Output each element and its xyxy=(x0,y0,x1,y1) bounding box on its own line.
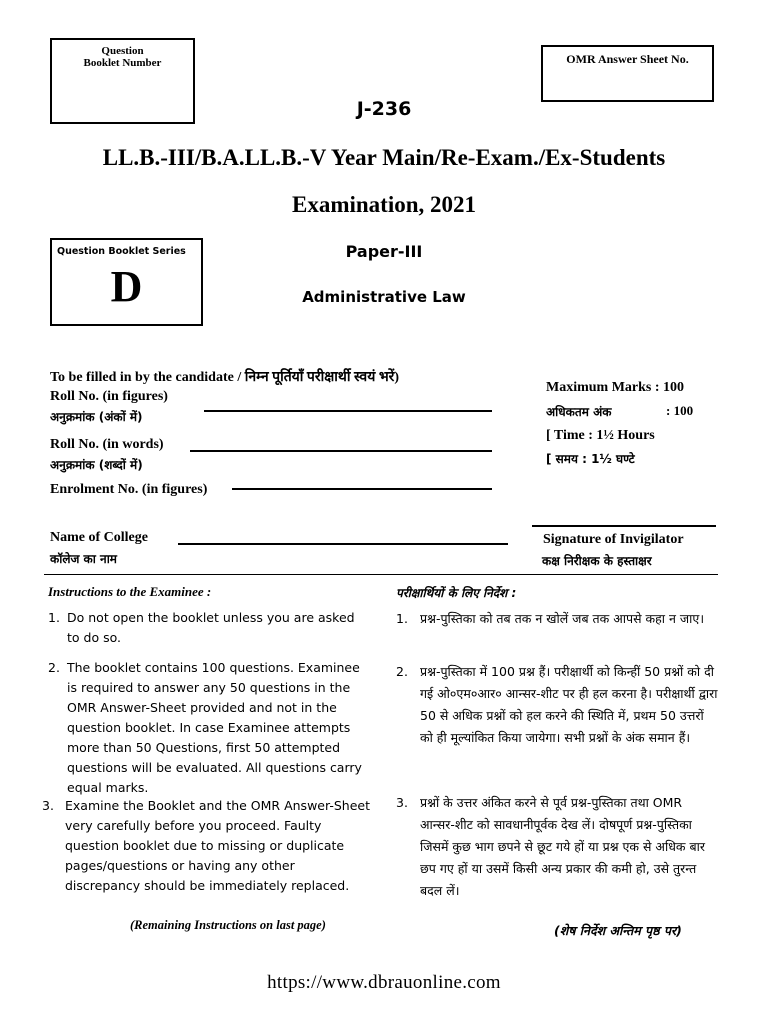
instruction-item-hi-3 xyxy=(396,792,718,902)
instruction-text: Examine the Booklet and the OMR Answer-Sheet very carefully before you proceed. Faulty question booklet due to missing or duplicate pages/questions or having any other discrepancy should be immediately replaced. xyxy=(65,798,370,893)
college-field[interactable] xyxy=(178,543,508,545)
instructions-heading-en: Instructions to the Examinee : xyxy=(48,584,212,599)
instruction-text: Do not open the booklet unless you are asked to do so. xyxy=(67,610,355,645)
exam-title: LL.B.-III/B.A.LL.B.-V Year Main/Re-Exam./Ex-Students xyxy=(102,145,666,170)
instruction-item-en-2 xyxy=(48,658,370,798)
instruction-text: प्रश्न-पुस्तिका को तब तक न खोलें जब तक आपसे कहा न जाए। xyxy=(420,611,705,626)
roll-figures-label: Roll No. (in figures) xyxy=(50,389,168,404)
instruction-number: 2. xyxy=(48,660,60,675)
roll-words-field[interactable] xyxy=(190,450,492,452)
roll-figures-label-hi: अनुक्रमांक (अंकों में) xyxy=(50,410,143,424)
enrolment-label: Enrolment No. (in figures) xyxy=(50,482,208,497)
instruction-item-en-1 xyxy=(48,608,370,648)
section-divider xyxy=(44,574,718,575)
maximum-marks-hi-value: : 100 xyxy=(666,403,694,418)
instruction-item-en-3 xyxy=(42,796,370,896)
paper-code: J-236 xyxy=(356,98,412,120)
instruction-item-hi-1 xyxy=(396,608,718,630)
instructions-heading-hi: परीक्षार्थियों के लिए निर्देश : xyxy=(396,586,517,600)
omr-answer-sheet-box xyxy=(541,45,714,102)
time-limit-hi: [ समय : 1½ घण्टे xyxy=(546,452,635,466)
candidate-intro: To be filled in by the candidate / निम्न पूर्तियाँ परीक्षार्थी स्वयं भरें) xyxy=(50,370,400,385)
omr-answer-sheet-label: OMR Answer Sheet No. xyxy=(566,52,689,66)
maximum-marks: Maximum Marks : 100 xyxy=(546,380,685,395)
time-limit: [ Time : 1½ Hours xyxy=(546,428,655,443)
instruction-number: 2. xyxy=(396,664,408,679)
maximum-marks-hi-label: अधिकतम अंक xyxy=(546,405,612,419)
enrolment-field[interactable] xyxy=(232,488,492,490)
footer-url: https://www.dbrauonline.com xyxy=(267,972,501,993)
instruction-number: 3. xyxy=(42,798,54,813)
series-label: Question Booklet Series xyxy=(57,246,186,257)
roll-figures-field[interactable] xyxy=(204,410,492,412)
invigilator-label: Signature of Invigilator xyxy=(543,532,684,547)
series-letter: D xyxy=(110,262,143,311)
invigilator-signature-line[interactable] xyxy=(532,525,716,527)
subject-name: Administrative Law xyxy=(302,288,466,306)
paper-number: Paper-III xyxy=(345,242,423,261)
remaining-instructions-note-en: (Remaining Instructions on last page) xyxy=(130,918,326,932)
question-booklet-number-label: Question Booklet Number xyxy=(83,45,162,69)
instruction-text: प्रश्नों के उत्तर अंकित करने से पूर्व प्रश्न-पुस्तिका तथा OMR आन्सर-शीट को सावधानीपूर्वक देख लें। दोषपूर्ण प्रश्न-पुस्तिका जिसमें कुछ भाग छपने से छूट गये हों या प्रश्न एक से अधिक बार छप गए हों या उसमें किसी अन्य प्रकार की कमी हो, उसे तुरन्त बदल लें। xyxy=(420,795,705,898)
college-label-hi: कॉलेज का नाम xyxy=(50,552,117,566)
instruction-item-hi-2 xyxy=(396,661,718,749)
instruction-text: The booklet contains 100 questions. Examinee is required to answer any 50 questions in the OMR Answer-Sheet provided and not in the question booklet. In case Examinee attempts more than 50 Questions, first 50 attempted questions will be evaluated. All questions carry equal marks. xyxy=(67,660,362,795)
invigilator-label-hi: कक्ष निरीक्षक के हस्ताक्षर xyxy=(542,554,652,568)
instruction-text: प्रश्न-पुस्तिका में 100 प्रश्न हैं। परीक्षार्थी को किन्हीं 50 प्रश्नों को दी गई ओ०एम०आर० आन्सर-शीट पर ही हल करना है। परीक्षार्थी द्वारा 50 से अधिक प्रश्नों को हल करने की स्थिति में, प्रथम 50 उत्तरों को ही मूल्यांकित किया जायेगा। सभी प्रश्नों के अंक समान हैं। xyxy=(420,664,718,745)
roll-words-label-hi: अनुक्रमांक (शब्दों में) xyxy=(50,458,143,472)
college-label: Name of College xyxy=(50,530,148,545)
roll-words-label: Roll No. (in words) xyxy=(50,437,164,452)
instruction-number: 1. xyxy=(48,610,60,625)
remaining-instructions-note-hi: (शेष निर्देश अन्तिम पृष्ठ पर) xyxy=(554,923,682,938)
exam-subtitle: Examination, 2021 xyxy=(291,192,477,217)
instruction-number: 1. xyxy=(396,611,408,626)
instruction-number: 3. xyxy=(396,795,408,810)
